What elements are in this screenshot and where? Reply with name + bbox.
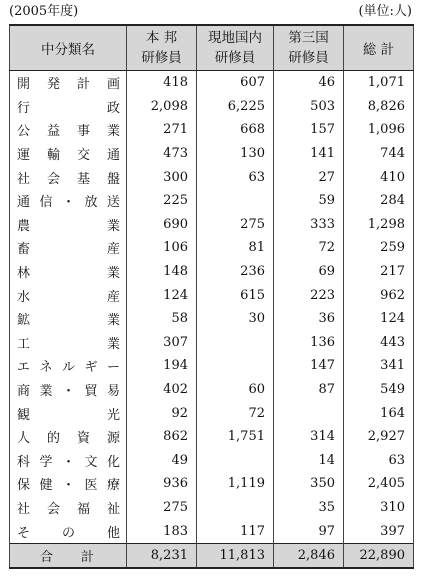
row-category: 公益事業 [10, 118, 127, 142]
row-category: 人的資源 [10, 425, 127, 449]
table-row [10, 118, 414, 142]
table-row [10, 283, 414, 307]
cell-total: 962 [344, 283, 414, 307]
cell-total: 549 [344, 378, 414, 402]
cell-third-country: 223 [274, 283, 344, 307]
row-category: 工業 [10, 331, 127, 355]
cell-third-country: 27 [274, 165, 344, 189]
cell-total: 63 [344, 449, 414, 473]
cell-total: 1,071 [344, 71, 414, 95]
unit-caption: (単位:人) [358, 4, 412, 19]
cell-japan: 300 [127, 165, 197, 189]
cell-in-country: 130 [197, 142, 274, 166]
row-category: 農業 [10, 213, 127, 237]
total-label: 合計 [10, 543, 127, 568]
cell-in-country [197, 331, 274, 355]
table-row [10, 519, 414, 543]
cell-japan: 936 [127, 472, 197, 496]
cell-in-country: 275 [197, 213, 274, 237]
cell-total: 217 [344, 260, 414, 284]
cell-third-country: 503 [274, 95, 344, 119]
cell-japan: 106 [127, 236, 197, 260]
cell-japan: 124 [127, 283, 197, 307]
total-row [10, 543, 414, 568]
cell-total: 443 [344, 331, 414, 355]
cell-in-country: 668 [197, 118, 274, 142]
cell-third-country: 333 [274, 213, 344, 237]
cell-in-country: 30 [197, 307, 274, 331]
cell-japan: 307 [127, 331, 197, 355]
total-japan: 8,231 [127, 543, 197, 568]
cell-third-country: 69 [274, 260, 344, 284]
cell-total: 1,298 [344, 213, 414, 237]
table-row [10, 472, 414, 496]
table-row [10, 496, 414, 520]
row-category: 社会基盤 [10, 165, 127, 189]
cell-third-country [274, 401, 344, 425]
header-third-country-trainees: 第三国 研修員 [274, 25, 344, 71]
row-category: 林業 [10, 260, 127, 284]
cell-total: 744 [344, 142, 414, 166]
row-category: 運輸交通 [10, 142, 127, 166]
cell-japan: 690 [127, 213, 197, 237]
cell-in-country: 1,751 [197, 425, 274, 449]
cell-japan: 194 [127, 354, 197, 378]
cell-in-country [197, 189, 274, 213]
trainee-table [9, 24, 414, 569]
cell-in-country: 63 [197, 165, 274, 189]
cell-total: 1,096 [344, 118, 414, 142]
row-category: 行政 [10, 95, 127, 119]
cell-in-country [197, 496, 274, 520]
cell-japan: 402 [127, 378, 197, 402]
row-category: 畜産 [10, 236, 127, 260]
table-row [10, 71, 414, 95]
cell-total: 8,826 [344, 95, 414, 119]
cell-in-country [197, 449, 274, 473]
table-row [10, 449, 414, 473]
table-row [10, 95, 414, 119]
cell-total: 164 [344, 401, 414, 425]
cell-in-country [197, 354, 274, 378]
cell-japan: 418 [127, 71, 197, 95]
cell-third-country: 314 [274, 425, 344, 449]
cell-third-country: 141 [274, 142, 344, 166]
cell-third-country: 350 [274, 472, 344, 496]
cell-total: 284 [344, 189, 414, 213]
table-row [10, 165, 414, 189]
cell-in-country: 607 [197, 71, 274, 95]
row-category: 開発計画 [10, 71, 127, 95]
cell-third-country: 157 [274, 118, 344, 142]
cell-third-country: 136 [274, 331, 344, 355]
header-category: 中分類名 [10, 25, 127, 71]
total-third-country: 2,846 [274, 543, 344, 568]
table-row [10, 378, 414, 402]
cell-japan: 275 [127, 496, 197, 520]
cell-in-country: 615 [197, 283, 274, 307]
cell-total: 2,405 [344, 472, 414, 496]
cell-third-country: 147 [274, 354, 344, 378]
row-category: 鉱業 [10, 307, 127, 331]
cell-in-country: 72 [197, 401, 274, 425]
table-row [10, 213, 414, 237]
cell-third-country: 46 [274, 71, 344, 95]
cell-third-country: 36 [274, 307, 344, 331]
table-row [10, 189, 414, 213]
cell-japan: 271 [127, 118, 197, 142]
table-row [10, 236, 414, 260]
cell-third-country: 59 [274, 189, 344, 213]
header-row [10, 25, 414, 71]
cell-japan: 473 [127, 142, 197, 166]
cell-third-country: 72 [274, 236, 344, 260]
row-category: 科学・文化 [10, 449, 127, 473]
cell-total: 410 [344, 165, 414, 189]
fiscal-year-caption: (2005年度) [9, 4, 79, 19]
cell-total: 2,927 [344, 425, 414, 449]
table-row [10, 425, 414, 449]
header-japan-trainees: 本 邦 研修員 [127, 25, 197, 71]
cell-japan: 183 [127, 519, 197, 543]
header-total: 総 計 [344, 25, 414, 71]
cell-in-country: 1,119 [197, 472, 274, 496]
cell-total: 310 [344, 496, 414, 520]
cell-total: 124 [344, 307, 414, 331]
cell-japan: 58 [127, 307, 197, 331]
row-category: エネルギー [10, 354, 127, 378]
cell-third-country: 35 [274, 496, 344, 520]
cell-in-country: 6,225 [197, 95, 274, 119]
row-category: 観光 [10, 401, 127, 425]
row-category: 商業・貿易 [10, 378, 127, 402]
row-category: 社会福祉 [10, 496, 127, 520]
row-category: 通信・放送 [10, 189, 127, 213]
cell-in-country: 60 [197, 378, 274, 402]
table-body [10, 71, 414, 544]
cell-japan: 49 [127, 449, 197, 473]
cell-total: 341 [344, 354, 414, 378]
cell-in-country: 117 [197, 519, 274, 543]
row-category: 水産 [10, 283, 127, 307]
cell-japan: 225 [127, 189, 197, 213]
table-row [10, 307, 414, 331]
total-grand: 22,890 [344, 543, 414, 568]
row-category: 保健・医療 [10, 472, 127, 496]
cell-japan: 862 [127, 425, 197, 449]
table-row [10, 142, 414, 166]
header-in-country-trainees: 現地国内 研修員 [197, 25, 274, 71]
total-in-country: 11,813 [197, 543, 274, 568]
cell-in-country: 236 [197, 260, 274, 284]
cell-third-country: 87 [274, 378, 344, 402]
table-row [10, 331, 414, 355]
cell-in-country: 81 [197, 236, 274, 260]
table-row [10, 354, 414, 378]
cell-third-country: 14 [274, 449, 344, 473]
cell-third-country: 97 [274, 519, 344, 543]
row-category: その他 [10, 519, 127, 543]
cell-total: 397 [344, 519, 414, 543]
table-row [10, 401, 414, 425]
table-row [10, 260, 414, 284]
cell-total: 259 [344, 236, 414, 260]
cell-japan: 2,098 [127, 95, 197, 119]
cell-japan: 148 [127, 260, 197, 284]
cell-japan: 92 [127, 401, 197, 425]
